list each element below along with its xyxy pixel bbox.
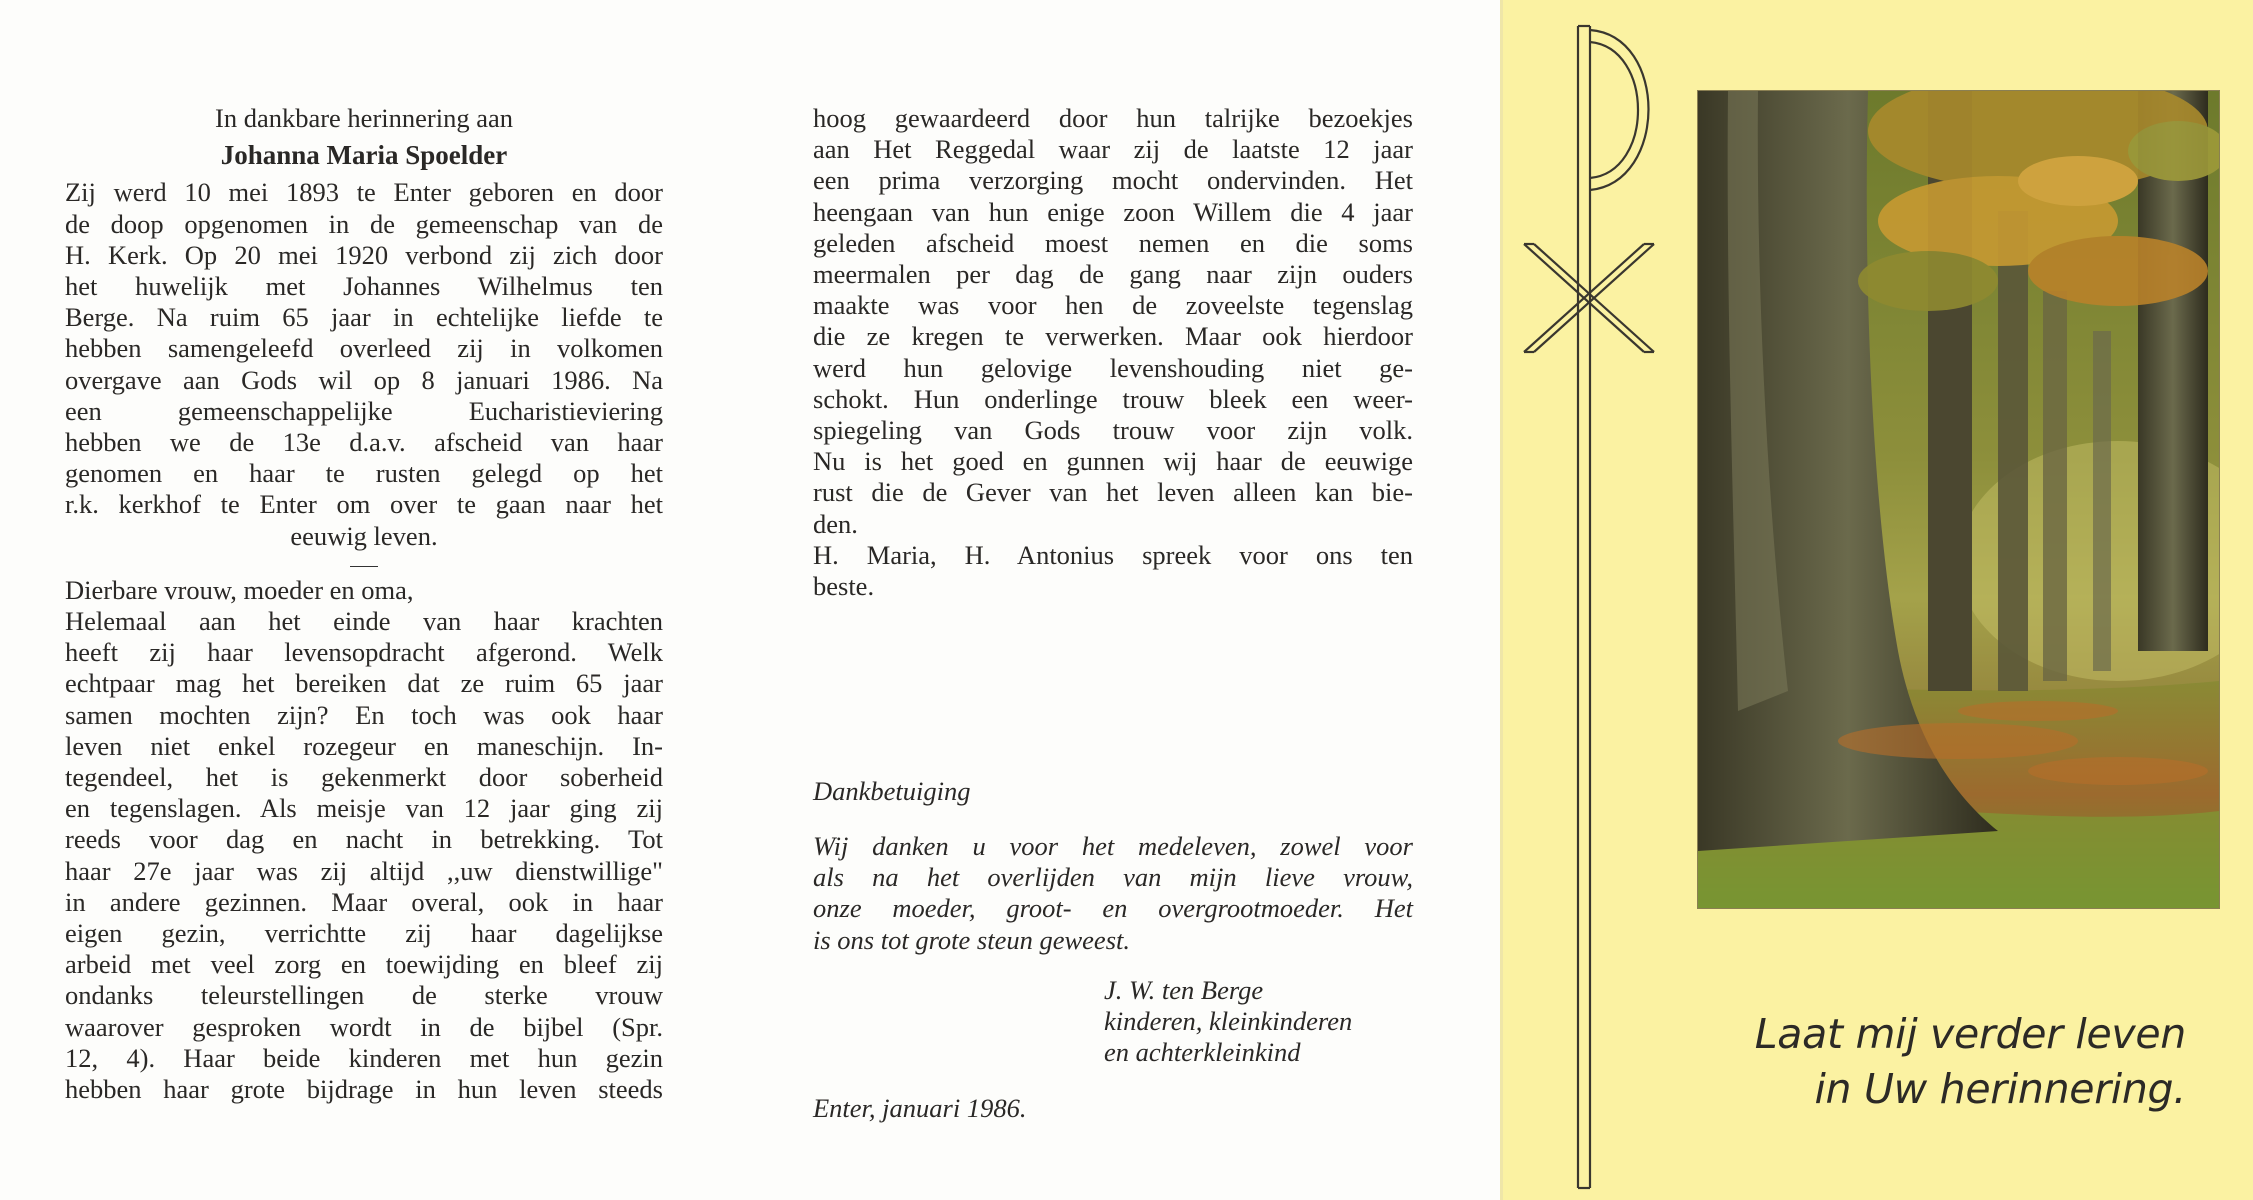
biography	[65, 177, 663, 551]
tribute-line: eigen gezin, verrichtte zij haar dagelijkse	[65, 918, 663, 949]
continued-line: maakte was voor hen de zoveelste tegenslag	[813, 290, 1413, 321]
tribute-line: reeds voor dag en nacht in betrekking. Tot	[65, 824, 663, 855]
bio-line: Berge. Na ruim 65 jaar in echtelijke liefde te	[65, 302, 663, 333]
signature-block	[1104, 975, 1352, 1069]
bio-line: hebben we de 13e d.a.v. afscheid van haar	[65, 427, 663, 458]
tribute-line: waarover gesproken wordt in de bijbel (Spr.	[65, 1011, 663, 1042]
bio-line: overgave aan Gods wil op 8 januari 1986. Na	[65, 364, 663, 395]
tribute-line: echtpaar mag het bereiken dat ze ruim 65 jaar	[65, 668, 663, 699]
left-column	[65, 103, 663, 1105]
tribute-line: Helemaal aan het einde van haar krachten	[65, 606, 663, 637]
bio-line: r.k. kerkhof te Enter om over te gaan naar het	[65, 489, 663, 520]
fold-edge	[1500, 0, 1503, 1200]
thanks-line: onze moeder, groot- en overgrootmoeder. Het	[813, 893, 1413, 924]
bio-line: genomen en haar te rusten gelegd op het	[65, 458, 663, 489]
bio-line: de doop opgenomen in de gemeenschap van de	[65, 208, 663, 239]
bio-line: Zij werd 10 mei 1893 te Enter geboren en door	[65, 177, 663, 208]
continued-line: meermalen per dag de gang naar zijn ouders	[813, 259, 1413, 290]
continued-line: rust die de Gever van het leven alleen kan bie-	[813, 477, 1413, 508]
tribute-line: leven niet enkel rozegeur en maneschijn. In-	[65, 730, 663, 761]
tribute-line: in andere gezinnen. Maar overal, ook in haar	[65, 886, 663, 917]
greeting: Dierbare vrouw, moeder en oma,	[65, 574, 414, 605]
deceased-name: Johanna Maria Spoelder	[220, 140, 508, 171]
thanks-line: Wij danken u voor het medeleven, zowel voor	[813, 831, 1413, 861]
thanks-heading: Dankbetuiging	[813, 776, 971, 806]
bio-line: H. Kerk. Op 20 mei 1920 verbond zij zich door	[65, 239, 663, 270]
intro-text: In dankbare herinnering aan	[215, 103, 513, 133]
continued-line: schokt. Hun onderlinge trouw bleek een weer-	[813, 383, 1413, 414]
continued-line: den.	[813, 508, 858, 539]
tribute-line: samen mochten zijn? En toch was ook haar	[65, 699, 663, 730]
tribute-line: hebben haar grote bijdrage in hun leven steeds	[65, 1074, 663, 1105]
signature-line: kinderen, kleinkinderen	[1104, 1006, 1353, 1037]
thanks-line: is ons tot grote steun geweest.	[813, 924, 1130, 955]
bio-line: een gemeenschappelijke Eucharistieviering	[65, 395, 663, 426]
divider	[350, 566, 378, 575]
continued-line: een prima verzorging mocht ondervinden. Het	[813, 165, 1413, 196]
prayer-line: H. Maria, H. Antonius spreek voor ons ten	[813, 539, 1413, 570]
continued-line: werd hun gelovige levenshouding niet ge-	[813, 352, 1413, 383]
signature-line: J. W. ten Berge	[1104, 975, 1264, 1005]
thanks-text	[813, 831, 1413, 956]
autumn-forest-photo	[1697, 90, 2220, 909]
continued-line: heengaan van hun enige zoon Willem die 4 jaar	[813, 196, 1413, 227]
quote-line: Laat mij verder leven	[1754, 1010, 2186, 1058]
bio-line: het huwelijk met Johannes Wilhelmus ten	[65, 271, 663, 302]
tribute-line: ondanks teleurstellingen de sterke vrouw	[65, 980, 663, 1011]
tribute-line: arbeid met veel zorg en toewijding en bleef zij	[65, 949, 663, 980]
cover-quote	[1700, 1007, 2186, 1117]
continued-line: geleden afscheid moest nemen en die soms	[813, 227, 1413, 258]
tribute-line: heeft zij haar levensopdracht afgerond. Welk	[65, 637, 663, 668]
continued-line: hoog gewaardeerd door hun talrijke bezoekjes	[813, 103, 1413, 133]
chi-rho-icon	[1518, 22, 1678, 1194]
tribute-line: haar 27e jaar was zij altijd ,,uw dienstwillige"	[65, 855, 663, 886]
tribute-line: tegendeel, het is gekenmerkt door soberheid	[65, 762, 663, 793]
tribute-line: en tegenslagen. Als meisje van 12 jaar ging zij	[65, 793, 663, 824]
bio-line: eeuwig leven.	[290, 520, 438, 551]
tribute-line: 12, 4). Haar beide kinderen met hun gezin	[65, 1042, 663, 1073]
continued-line: die ze kregen te verwerken. Maar ook hierdoor	[813, 321, 1413, 352]
quote-line: in Uw herinnering.	[1814, 1065, 2186, 1113]
bio-line: hebben samengeleefd overleed zij in volkomen	[65, 333, 663, 364]
continued-line: spiegeling van Gods trouw voor zijn volk.	[813, 415, 1413, 446]
signature-line: en achterkleinkind	[1104, 1037, 1301, 1068]
prayer-line: beste.	[813, 571, 875, 602]
thanks-line: als na het overlijden van mijn lieve vrouw,	[813, 862, 1413, 893]
middle-column	[813, 103, 1413, 602]
tribute-text	[65, 606, 663, 1105]
place-date: Enter, januari 1986.	[813, 1093, 1027, 1123]
continued-line: Nu is het goed en gunnen wij haar de eeuwige	[813, 446, 1413, 477]
continued-line: aan Het Reggedal waar zij de laatste 12 jaar	[813, 134, 1413, 165]
